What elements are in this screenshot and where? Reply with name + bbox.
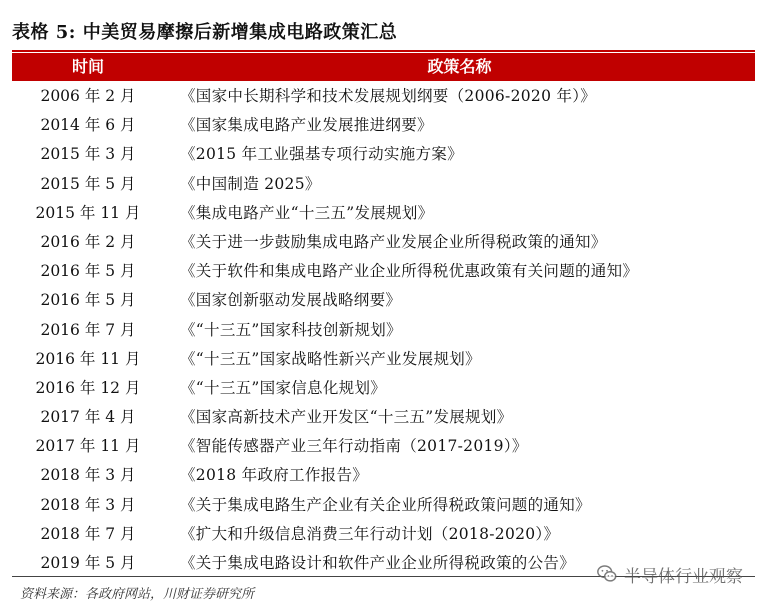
table-row xyxy=(12,286,755,315)
table-row xyxy=(12,461,755,490)
row-time: 2019 年 5 月 xyxy=(40,554,136,572)
row-time: 2016 年 5 月 xyxy=(40,291,136,310)
row-time: 2017 年 4 月 xyxy=(40,408,136,427)
table-row xyxy=(12,140,755,169)
row-time: 2014 年 6 月 xyxy=(40,116,136,135)
table-row xyxy=(12,111,755,140)
row-time: 2018 年 7 月 xyxy=(40,524,136,543)
row-time: 2016 年 11 月 xyxy=(35,349,141,368)
table-row xyxy=(12,257,755,286)
table-row xyxy=(12,432,755,461)
table-header xyxy=(12,53,755,81)
row-policy-name: 《扩大和升级信息消费三年行动计划（2018-2020）》 xyxy=(180,524,560,543)
table-body xyxy=(12,82,755,578)
row-time: 2015 年 11 月 xyxy=(35,203,141,222)
row-policy-name: 《“十三五”国家科技创新规划》 xyxy=(180,320,402,339)
row-time: 2018 年 3 月 xyxy=(40,495,136,514)
header-time: 时间 xyxy=(71,57,104,76)
row-policy-name: 《“十三五”国家战略性新兴产业发展规划》 xyxy=(180,349,481,368)
row-policy-name: 《关于软件和集成电路产业企业所得税优惠政策有关问题的通知》 xyxy=(180,262,639,281)
table-row xyxy=(12,403,755,432)
table-row xyxy=(12,82,755,111)
row-policy-name: 《中国制造 2025》 xyxy=(180,174,321,193)
row-policy-name: 《关于集成电路设计和软件产业企业所得税政策的公告》 xyxy=(180,554,576,572)
row-time: 2016 年 5 月 xyxy=(40,262,136,281)
table-row xyxy=(12,491,755,520)
watermark xyxy=(596,562,743,586)
row-time: 2006 年 2 月 xyxy=(40,87,136,105)
header-policy-name: 政策名称 xyxy=(427,57,492,76)
table-row xyxy=(12,520,755,549)
row-policy-name: 《2015 年工业强基专项行动实施方案》 xyxy=(180,145,463,164)
table-row xyxy=(12,170,755,199)
row-policy-name: 《国家集成电路产业发展推进纲要》 xyxy=(180,116,433,135)
row-policy-name: 《关于进一步鼓励集成电路产业发展企业所得税政策的通知》 xyxy=(180,232,607,251)
row-policy-name: 《国家高新技术产业开发区“十三五”发展规划》 xyxy=(180,408,513,427)
row-time: 2016 年 12 月 xyxy=(35,378,141,397)
row-policy-name: 《国家中长期科学和技术发展规划纲要（2006-2020 年）》 xyxy=(180,87,597,105)
table-row xyxy=(12,374,755,403)
table-row xyxy=(12,228,755,257)
row-policy-name: 《2018 年政府工作报告》 xyxy=(180,466,369,485)
table-row xyxy=(12,316,755,345)
row-time: 2018 年 3 月 xyxy=(40,466,136,485)
row-time: 2016 年 2 月 xyxy=(40,232,136,251)
row-policy-name: 《“十三五”国家信息化规划》 xyxy=(180,378,387,397)
table-row xyxy=(12,199,755,228)
table-title: 表格 5: 中美贸易摩擦后新增集成电路政策汇总 xyxy=(12,22,398,43)
table-row xyxy=(12,345,755,374)
row-policy-name: 《国家创新驱动发展战略纲要》 xyxy=(180,291,402,310)
wechat-logo-icon xyxy=(596,563,618,585)
watermark-text: 半导体行业观察 xyxy=(624,566,743,587)
row-time: 2017 年 11 月 xyxy=(35,437,141,456)
row-policy-name: 《集成电路产业“十三五”发展规划》 xyxy=(180,203,434,222)
row-policy-name: 《智能传感器产业三年行动指南（2017-2019）》 xyxy=(180,437,528,456)
title-divider xyxy=(12,50,755,52)
row-policy-name: 《关于集成电路生产企业有关企业所得税政策问题的通知》 xyxy=(180,495,591,514)
row-time: 2015 年 3 月 xyxy=(40,145,136,164)
source-note: 资料来源：各政府网站，川财证券研究所 xyxy=(20,587,255,602)
row-time: 2016 年 7 月 xyxy=(40,320,136,339)
row-time: 2015 年 5 月 xyxy=(40,174,136,193)
